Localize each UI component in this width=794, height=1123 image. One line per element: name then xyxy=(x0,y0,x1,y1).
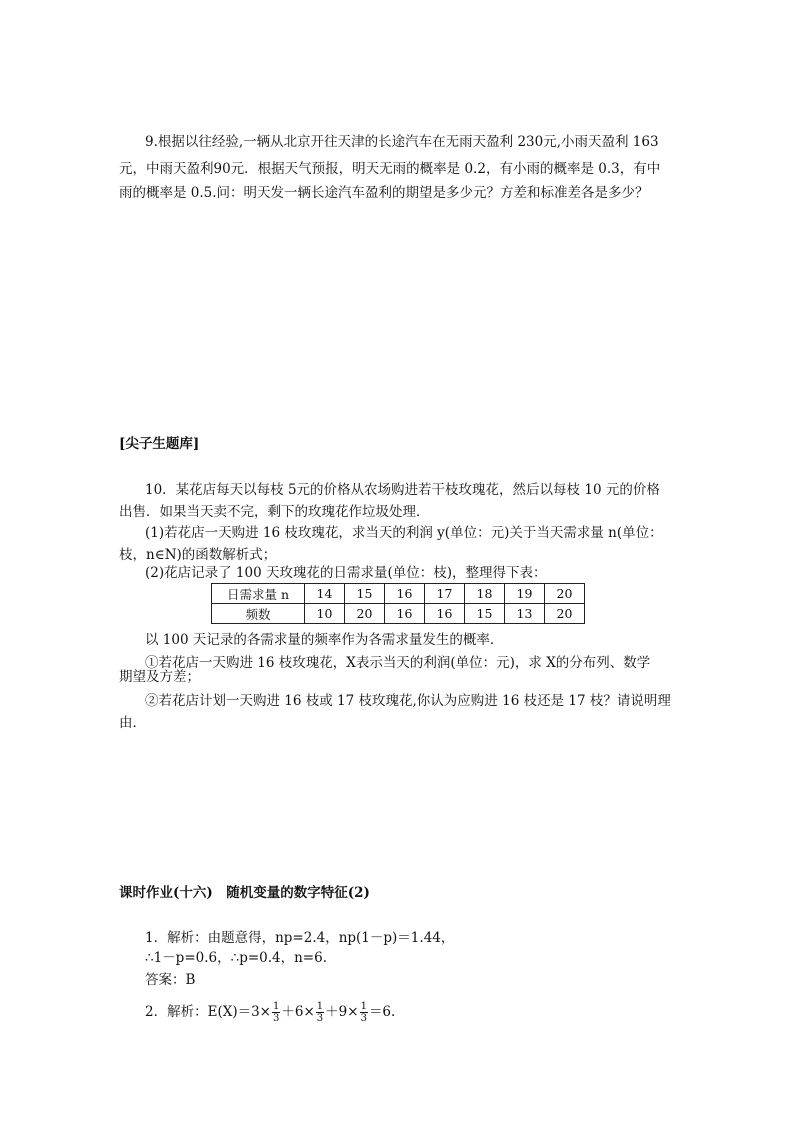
fraction-one-third: $\frac{1}{3}$ xyxy=(316,1001,324,1024)
fraction-one-third: $\frac{1}{3}$ xyxy=(360,1001,367,1024)
q9-line-1: 9.根据以往经验,一辆从北京开往天津的长途汽车在无雨天盈利 230元,小雨天盈利 163 xyxy=(145,134,659,150)
q10-line-10: 由． xyxy=(119,715,146,731)
table-cell: 15 xyxy=(465,604,505,624)
table-cell: 10 xyxy=(305,604,345,624)
answer-2-prefix: 2．解析：E(X)＝3× xyxy=(145,1004,271,1020)
table-cell: 13 xyxy=(505,604,545,624)
table-cell: 16 xyxy=(385,584,425,604)
q10-line-9: ②若花店计划一天购进 16 枝或 17 枝玫瑰花,你认为应购进 16 枝还是 17 枝？请说明理 xyxy=(145,693,671,709)
table-cell: 15 xyxy=(345,584,385,604)
table-cell: 18 xyxy=(465,584,505,604)
q10-line-5: (2)花店记录了 100 天玫瑰花的日需求量(单位：枝)，整理得下表： xyxy=(145,565,547,581)
q10-line-1: 10．某花店每天以每枝 5元的价格从农场购进若干枝玫瑰花，然后以每枝 10 元的价格 xyxy=(145,482,660,498)
answer-2-mid-2: ＋9× xyxy=(325,1004,359,1020)
q10-line-3: (1)若花店一天购进 16 枝玫瑰花，求当天的利润 y(单位：元)关于当天需求量 n(单位： xyxy=(145,525,663,541)
table-row xyxy=(212,604,585,624)
q10-line-4: 枝，n∈N)的函数解析式； xyxy=(119,547,277,563)
q9-line-2: 元，中雨天盈利90元．根据天气预报，明天无雨的概率是 0.2，有小雨的概率是 0.3，有中 xyxy=(119,161,661,177)
table-cell: 20 xyxy=(545,604,585,624)
table-cell: 19 xyxy=(505,584,545,604)
answer-1-line-2: ∴1－p=0.6，∴p=0.4，n=6. xyxy=(145,950,327,966)
answer-2-suffix: ＝6. xyxy=(368,1004,396,1020)
table-row xyxy=(212,584,585,604)
answer-2-mid-1: ＋6× xyxy=(281,1004,315,1020)
q10-line-8: 期望及方差； xyxy=(119,669,200,685)
table-row-label: 日需求量 n xyxy=(212,584,305,604)
q10-line-2: 出售．如果当天卖不完，剩下的玫瑰花作垃圾处理． xyxy=(119,504,430,520)
demand-frequency-table xyxy=(211,583,585,624)
answer-2 xyxy=(145,1000,395,1024)
q10-line-6: 以 100 天记录的各需求量的频率作为各需求量发生的概率． xyxy=(145,632,504,648)
q9-line-3: 雨的概率是 0.5.问：明天发一辆长途汽车盈利的期望是多少元？方差和标准差各是多少？ xyxy=(119,185,649,201)
table-row-label: 频数 xyxy=(212,604,305,624)
answer-header: 课时作业(十六) 随机变量的数字特征(2) xyxy=(119,885,370,901)
fraction-one-third: $\frac{1}{3}$ xyxy=(273,1001,280,1024)
answer-1-line-3: 答案：B xyxy=(145,972,196,988)
table-cell: 20 xyxy=(545,584,585,604)
table-cell: 16 xyxy=(425,604,465,624)
table-cell: 16 xyxy=(385,604,425,624)
q10-line-7: ①若花店一天购进 16 枝玫瑰花，X表示当天的利润(单位：元)，求 X的分布列、数学 xyxy=(145,655,651,671)
section-title: [尖子生题库] xyxy=(119,436,200,452)
table-cell: 20 xyxy=(345,604,385,624)
table-cell: 17 xyxy=(425,584,465,604)
answer-1-line-1: 1．解析：由题意得，np=2.4，np(1－p)＝1.44， xyxy=(145,930,455,946)
table-cell: 14 xyxy=(305,584,345,604)
